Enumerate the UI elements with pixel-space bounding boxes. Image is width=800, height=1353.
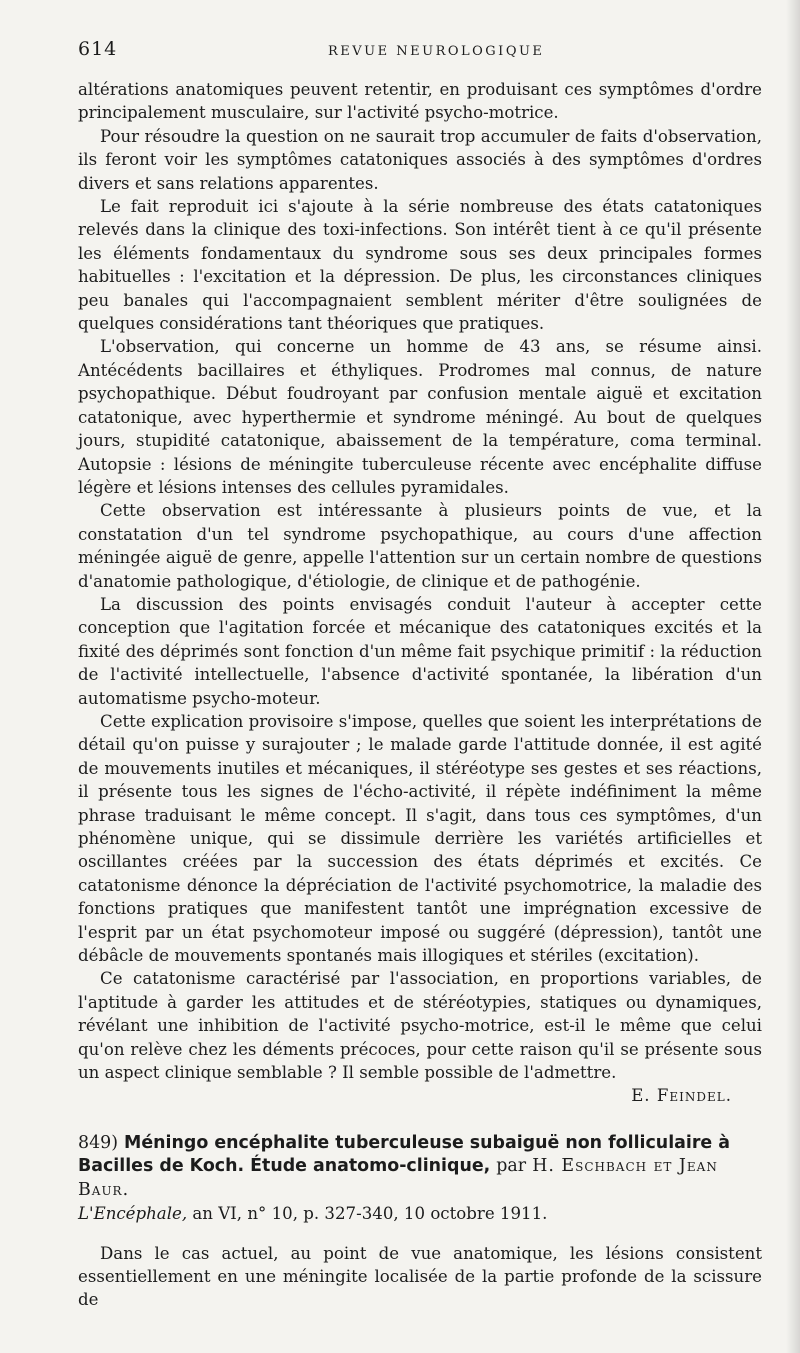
- entry-heading: [78, 1132, 762, 1202]
- paragraph: Ce catatonisme caractérisé par l'association, en proportions variables, de l'aptitude à garder les attitudes et de stéréotypies, statiques ou dynamiques, révélant une inhibition de l'activité psycho-motrice, est-il le même que celui qu'on relève chez les déments précoces, pour cette raison qu'il se présente sous un aspect clinique semblable ? Il semble possible de l'admettre.: [78, 969, 762, 1083]
- entry-title: Méningo encéphalite tuberculeuse subaiguë non folliculaire à Bacilles de Koch. Étude anatomo-clinique,: [78, 1132, 731, 1177]
- paragraph: L'observation, qui concerne un homme de 43 ans, se résume ainsi. Antécédents bacillaires et éthyliques. Prodromes mal connus, de nature psychopathique. Début foudroyant par confusion mentale aiguë et excitation catatonique, avec hyperthermie et syndrome méningé. Au bout de quelques jours, stupidité catatonique, abaissement de la température, coma terminal. Autopsie : lésions de méningite tuberculeuse récente avec encéphalite diffuse légère et lésions intenses des cellules pyramidales.: [78, 337, 762, 497]
- paragraph: Cette observation est intéressante à plusieurs points de vue, et la constatation d'un tel syndrome psychopathique, au cours d'une affection méningée aiguë de genre, appelle l'attention sur un certain nombre de questions d'anatomie pathologique, d'étiologie, de clinique et de pathogénie.: [78, 501, 762, 591]
- binding-shadow: [786, 0, 800, 1353]
- paragraph: Pour résoudre la question on ne saurait trop accumuler de faits d'observation, ils feront voir les symptômes catatoniques associés à des symptômes d'ordres divers et sans relations apparentes.: [78, 126, 762, 193]
- paragraph: Le fait reproduit ici s'ajoute à la série nombreuse des états catatoniques relevés dans la clinique des toxi-infections. Son intérêt tient à ce qu'il présente les éléments fondamentaux du syndrome sous ses deux principales formes habituelles : l'excitation et la dépression. De plus, les circonstances cliniques peu banales qui l'accompagnaient semblent mériter d'être soulignées de quelques considérations tant théoriques que pratiques.: [78, 197, 762, 334]
- paragraph-continuation: altérations anatomiques peuvent retentir, en produisant ces symptômes d'ordre principalement musculaire, sur l'activité psycho-motrice.: [78, 80, 762, 123]
- entry-by: par: [496, 1156, 527, 1177]
- running-title: REVUE NEUROLOGIQUE: [328, 44, 545, 59]
- journal-name: L'Encéphale,: [78, 1204, 188, 1224]
- entry-number: 849): [78, 1132, 118, 1153]
- page-header: [78, 38, 762, 78]
- paragraph: La discussion des points envisagés conduit l'auteur à accepter cette conception que l'agitation forcée et mécanique des catatoniques excités et la fixité des déprimés sont fonction d'un même fait psychique primitif : la réduction de l'activité intellectuelle, l'absence d'activité spontanée, la libération d'un automatisme psycho-moteur.: [78, 594, 762, 708]
- entry-citation: [78, 1202, 762, 1225]
- entry-paragraph: Dans le cas actuel, au point de vue anatomique, les lésions consistent essentiellement en une méningite localisée de la partie profonde de la scissure de: [78, 1243, 762, 1310]
- page-number: 614: [78, 38, 118, 60]
- citation-details: an VI, n° 10, p. 327-340, 10 octobre 1911.: [192, 1204, 548, 1224]
- entry-authors: H. Eschbach et Jean Baur.: [78, 1156, 718, 1200]
- paragraph: Cette explication provisoire s'impose, quelles que soient les interprétations de détail qu'on puisse y surajouter ; le malade garde l'attitude donnée, il est agité de mouvements inutiles et mécaniques, il stéréotype ses gestes et ses réactions, il présente tous les signes de l'écho-activité, il répète indéfiniment la même phrase traduisant le même concept. Il s'agit, dans tous ces symptômes, d'un phénomène unique, qui se dissimule derrière les variétés artificielles et oscillantes créées par la succession des états déprimés et excités. Ce catatonisme dénonce la dépréciation de l'activité psychomotrice, la maladie des fonctions pratiques que manifestent tantôt une imprégnation excessive de l'esprit par un état psychomoteur imposé ou suggéré (dépression), tantôt une débâcle de mouvements spontanés mais illogiques et stériles (excitation).: [78, 711, 762, 966]
- reviewer-signature: E. Feindel.: [631, 1086, 732, 1106]
